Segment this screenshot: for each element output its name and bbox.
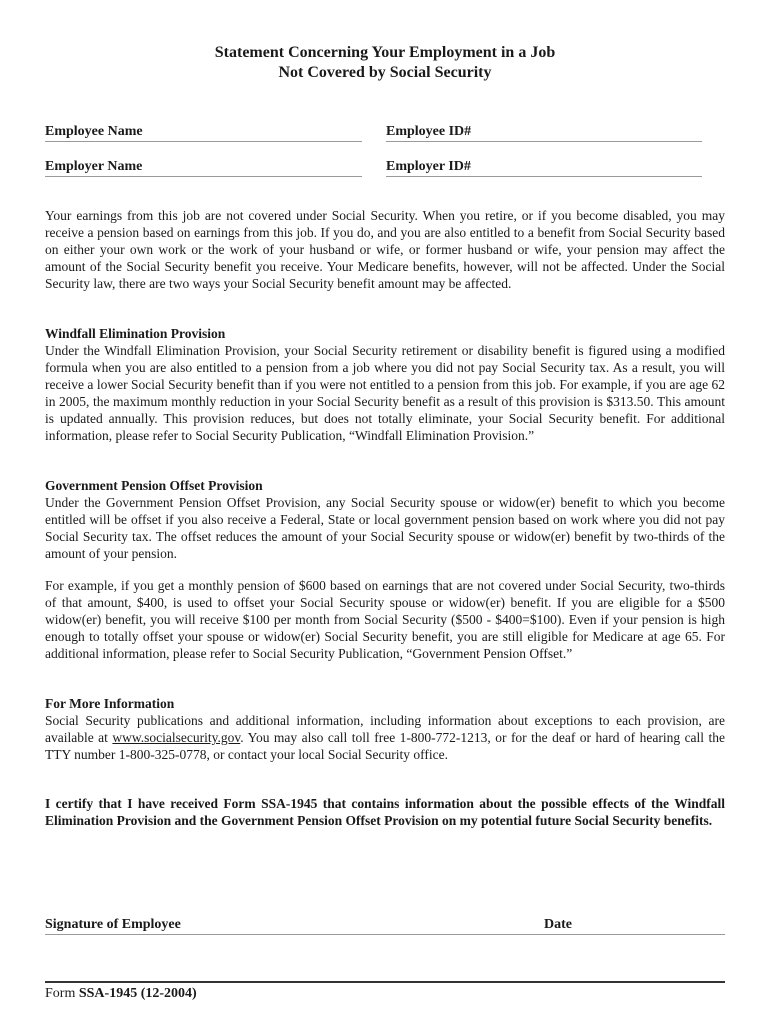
gpo-example-paragraph: For example, if you get a monthly pension of $600 based on earnings that are not covered under Social Security, two-thirds of that amount, $400, is used to offset your Social Security spouse or widow(er) benefit. If you are eligible for a $500 widow(er) benefit, you will receive $100 per month from Social Security ($500 - $400=$100). Even if your pension is high enough to totally offset your spouse or widow(er) Social Security benefit, you are still eligible for Medicare at age 65. For additional information, please refer to Social Security Publication, “Government Pension Offset.”	[45, 578, 725, 661]
gpo-body: Under the Government Pension Offset Provision, any Social Security spouse or widow(er) benefit to which you become entitled will be offset if you also receive a Federal, State or local government pension based on work where you did not pay Social Security tax. The offset reduces the amount of your Social Security spouse or widow(er) benefit by two-thirds of the amount of your pension.	[45, 495, 725, 561]
windfall-body: Under the Windfall Elimination Provision, your Social Security retirement or disability benefit is figured using a modified formula when you are also entitled to a pension from a job where you did not pay Social Security tax. As a result, you will receive a lower Social Security benefit than if you were not entitled to a pension from this job. For example, if you are age 62 in 2005, the maximum monthly reduction in your Social Security benefit as a result of this provision is $313.50. This amount is updated annually. This provision reduces, but does not totally eliminate, your Social Security benefit. For additional information, please refer to Social Security Publication, “Windfall Elimination Provision.”	[45, 343, 725, 443]
more-info-heading: For More Information	[45, 696, 175, 711]
signature-label: Signature of Employee	[45, 917, 181, 932]
footer-prefix: Form	[45, 986, 79, 1001]
employer-id-label: Employer ID#	[386, 159, 471, 174]
employee-name-field[interactable]	[45, 124, 362, 142]
socialsecurity-link[interactable]: www.socialsecurity.gov	[112, 730, 241, 745]
more-info-body-start: Social Security publications and additional information, including information about exceptions to each provision, are available at	[45, 713, 725, 745]
employee-id-field[interactable]	[386, 124, 702, 142]
employee-id-label: Employee ID#	[386, 124, 472, 139]
form-footer	[45, 985, 197, 1002]
footer-rule	[45, 981, 725, 983]
form-title-line-2: Not Covered by Social Security	[278, 64, 492, 81]
date-label: Date	[544, 917, 572, 932]
employer-name-label: Employer Name	[45, 159, 143, 174]
employer-name-field[interactable]	[45, 159, 362, 177]
windfall-heading: Windfall Elimination Provision	[45, 326, 226, 341]
gpo-heading: Government Pension Offset Provision	[45, 478, 263, 493]
signature-line[interactable]	[45, 916, 725, 935]
windfall-section	[45, 325, 725, 444]
employer-id-field[interactable]	[386, 159, 702, 177]
form-title-line-1: Statement Concerning Your Employment in a Job	[214, 44, 556, 61]
employee-name-label: Employee Name	[45, 124, 143, 139]
form-number: SSA-1945 (12-2004)	[78, 986, 197, 1001]
intro-paragraph: Your earnings from this job are not covered under Social Security. When you retire, or if you become disabled, you may receive a pension based on earnings from this job. If you do, and you are also entitled to a benefit from Social Security based on either your own work or the work of your husband or wife, or former husband or wife, your pension may affect the amount of the Social Security benefit you receive. Your Medicare benefits, however, will not be affected. Under the Social Security law, there are two ways your Social Security benefit amount may be affected.	[45, 208, 725, 291]
form-title	[0, 43, 770, 83]
gpo-section	[45, 477, 725, 562]
more-info-body-end: . You may also call toll free 1-800-772-1213, or for the deaf or hard of hearing call the TTY number 1-800-325-0778, or contact your local Social Security office.	[45, 730, 726, 762]
more-info-section	[45, 695, 725, 763]
certification-statement: I certify that I have received Form SSA-1945 that contains information about the possible effects of the Windfall Elimination Provision and the Government Pension Offset Provision on my potential future Social Security benefits.	[45, 796, 725, 828]
